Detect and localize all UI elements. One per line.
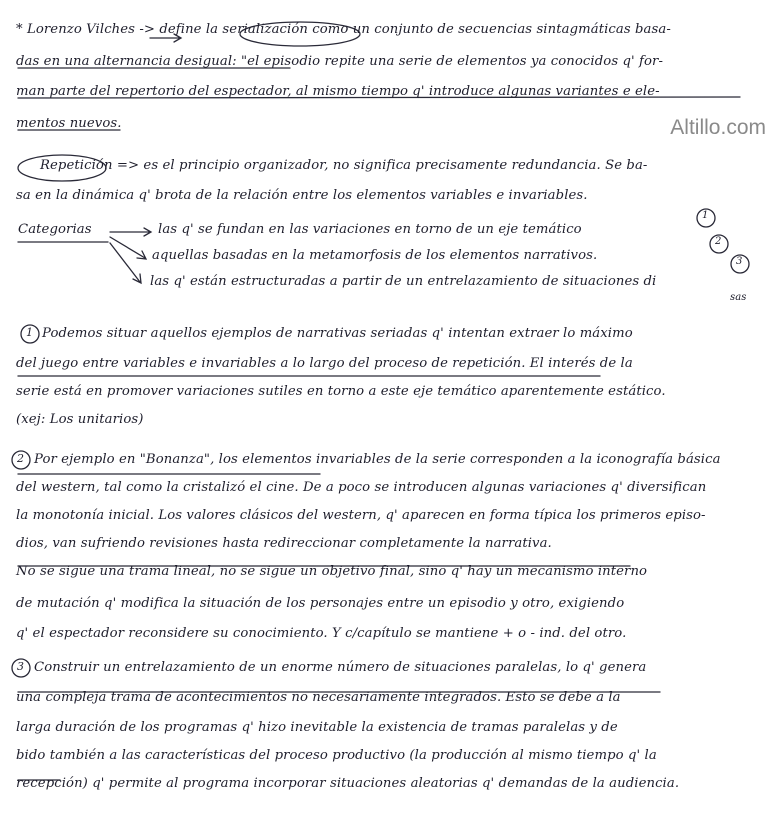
text-line: Construir un entrelazamiento de un enorme número de situaciones paralelas, lo q' genera	[34, 660, 647, 675]
text-line: q' el espectador reconsidere su conocimiento. Y c/capítulo se mantiene + o - ind. del otro.	[16, 626, 627, 641]
text-line: del western, tal como la cristalizó el cine. De a poco se introducen algunas variaciones q' diversifican	[16, 480, 707, 495]
text-line: dios, van sufriendo revisiones hasta redireccionar completamente la narrativa.	[16, 536, 552, 551]
categories-label: Categorias	[18, 222, 92, 237]
arrow-icon	[110, 228, 151, 236]
category-item: las q' están estructuradas a partir de un entrelazamiento de situaciones di	[150, 274, 657, 289]
text-line: la monotonía inicial. Los valores clásicos del western, q' aparecen en forma típica los primeros episo-	[16, 508, 706, 523]
text-line: Por ejemplo en "Bonanza", los elementos invariables de la serie corresponden a la iconografía básica	[34, 452, 721, 467]
circled-number: 1	[702, 210, 709, 221]
circled-number: 2	[715, 236, 722, 247]
circled-number: 2	[17, 452, 25, 465]
text-line: sa en la dinámica q' brota de la relación entre los elementos variables e invariables.	[16, 188, 588, 203]
text-line: das en una alternancia desigual: "el episodio repite una serie de elementos ya conocidos q' for-	[16, 54, 664, 69]
text-line: larga duración de los programas q' hizo inevitable la existencia de tramas paralelas y de	[16, 720, 618, 735]
text-line: recepción) q' permite al programa incorporar situaciones aleatorias q' demandas de la audiencia.	[16, 776, 680, 791]
text-line: Repetición => es el principio organizador, no significa precisamente redundancia. Se ba-	[40, 158, 648, 173]
watermark: Altillo.com	[670, 116, 766, 139]
circled-number: 3	[736, 256, 743, 267]
circled-number: 3	[17, 660, 25, 673]
category-item: aquellas basadas en la metamorfosis de los elementos narrativos.	[152, 248, 598, 263]
text-line: No se sigue una trama lineal, no se sigue un objetivo final, sino q' hay un mecanismo interno	[16, 564, 648, 579]
text-line: Podemos situar aquellos ejemplos de narrativas seriadas q' intentan extraer lo máximo	[42, 326, 633, 341]
arrow-icon	[110, 243, 141, 283]
circled-number: 1	[26, 326, 34, 339]
text-line: de mutación q' modifica la situación de los personajes entre un episodio y otro, exigiendo	[16, 596, 625, 611]
text-line: una compleja trama de acontecimientos no necesariamente integrados. Esto se debe a la	[16, 690, 621, 705]
text-line: * Lorenzo Vilches -> define la serialización como un conjunto de secuencias sintagmáticas basa-	[16, 22, 671, 37]
text-line: (xej: Los unitarios)	[16, 412, 144, 427]
text-line: mentos nuevos.	[16, 116, 122, 131]
text-line: sas	[730, 292, 747, 303]
arrow-icon	[110, 237, 146, 259]
text-line: serie está en promover variaciones sutiles en torno a este eje temático aparentemente estático.	[16, 384, 666, 399]
text-line: man parte del repertorio del espectador, al mismo tiempo q' introduce algunas variantes e ele-	[16, 84, 660, 99]
category-item: las q' se fundan en las variaciones en torno de un eje temático	[158, 222, 582, 237]
text-line: del juego entre variables e invariables a lo largo del proceso de repetición. El interés de la	[16, 356, 633, 371]
text-line: bido también a las características del proceso productivo (la producción al mismo tiempo q' la	[16, 748, 657, 763]
